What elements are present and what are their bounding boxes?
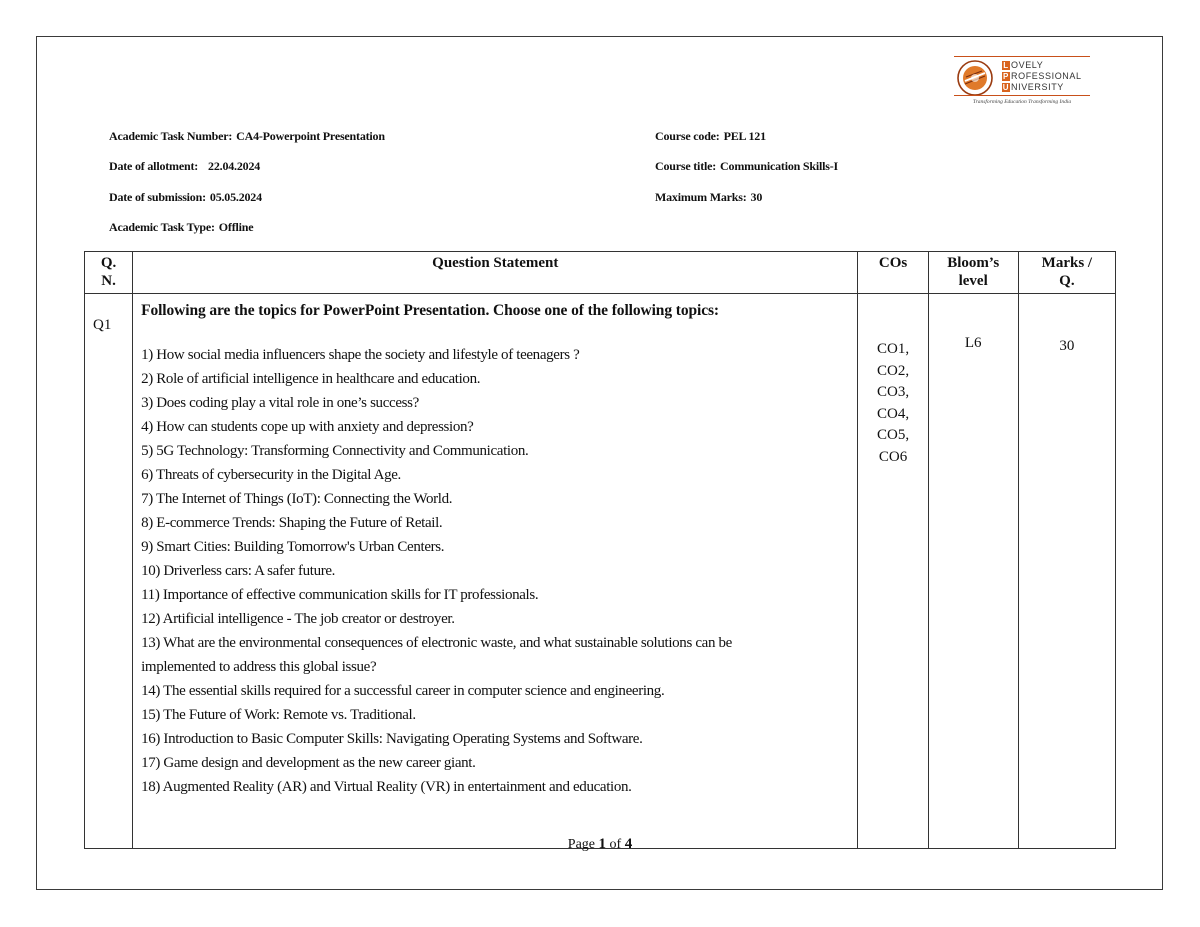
submission-label: Date of submission: (109, 190, 206, 204)
topic-item: 2) Role of artificial intelligence in healthcare and education. (141, 371, 481, 387)
logo-word-university: U NIVERSITY (1002, 82, 1064, 92)
allotment-value: 22.04.2024 (208, 159, 261, 173)
topic-item: 11) Importance of effective communication skills for IT professionals. (141, 587, 539, 603)
course-title-label: Course title: (655, 159, 717, 173)
course-outcomes (858, 294, 928, 849)
table-row (85, 294, 1116, 849)
logo-bottom-rule (954, 95, 1090, 96)
header-question-statement: Question Statement (133, 252, 858, 294)
co-item: CO1, (877, 341, 910, 357)
topic-item: 10) Driverless cars: A safer future. (141, 563, 336, 579)
topic-item: 5) 5G Technology: Transforming Connectivity and Communication. (141, 443, 529, 459)
task-number-label: Academic Task Number: (109, 129, 233, 143)
topic-item: 1) How social media influencers shape the society and lifestyle of teenagers ? (141, 347, 580, 363)
question-statement (133, 294, 858, 849)
academic-task-type (109, 220, 253, 235)
topic-item: 7) The Internet of Things (IoT): Connecting the World. (141, 491, 453, 507)
topic-item: 17) Game design and development as the new career giant. (141, 755, 476, 771)
blooms-level: L6 (928, 294, 1018, 849)
logo-tagline: Transforming Education Transforming India (972, 99, 1072, 105)
university-logo (954, 56, 1090, 108)
topic-item: 3) Does coding play a vital role in one’s success? (141, 395, 419, 411)
header-blooms-level: Bloom’s level (928, 252, 1018, 294)
max-marks-value: 30 (750, 190, 763, 204)
date-of-allotment (109, 159, 260, 174)
co-item: CO5, (877, 427, 910, 443)
date-of-submission (109, 190, 262, 205)
table-header-row (85, 252, 1116, 294)
co-item: CO2, (877, 362, 910, 379)
co-item: CO3, (877, 384, 910, 400)
co-item: CO6 (878, 448, 908, 465)
topic-item: 4) How can students cope up with anxiety and depression? (141, 419, 474, 435)
page-number: Page 1 of 4 (567, 836, 633, 852)
lpu-emblem-icon (956, 59, 994, 97)
question-intro: Following are the topics for PowerPoint Presentation. Choose one of the following topics: (141, 302, 719, 319)
logo-word-professional: P ROFESSIONAL (1003, 71, 1082, 81)
task-number (109, 129, 385, 144)
task-type-label: Academic Task Type: (109, 220, 215, 234)
task-type-value: Offline (218, 220, 254, 234)
header-qn: Q. N. (85, 252, 133, 294)
submission-value: 05.05.2024 (209, 190, 262, 204)
course-code-label: Course code: (655, 129, 720, 143)
topic-item: 9) Smart Cities: Building Tomorrow's Urban Centers. (141, 539, 445, 555)
topic-item: 8) E-commerce Trends: Shaping the Future of Retail. (141, 515, 443, 531)
logo-word-lovely: L OVELY (1003, 60, 1044, 70)
header-marks-per-question: Marks / Q. (1018, 252, 1115, 294)
course-code-value: PEL 121 (723, 129, 766, 143)
co-item: CO4, (877, 405, 910, 422)
max-marks-label: Maximum Marks: (655, 190, 747, 204)
marks-per-question: 30 (1018, 294, 1115, 849)
header-cos: COs (858, 252, 928, 294)
topic-item: 15) The Future of Work: Remote vs. Traditional. (141, 707, 416, 723)
course-code (655, 129, 766, 144)
course-title-value: Communication Skills-I (720, 159, 839, 173)
topic-item: 6) Threats of cybersecurity in the Digital Age. (141, 467, 401, 483)
question-table (84, 251, 1116, 849)
topic-item: 14) The essential skills required for a successful career in computer science and engineering. (141, 683, 665, 699)
task-number-value: CA4-Powerpoint Presentation (236, 129, 385, 143)
topic-item: 16) Introduction to Basic Computer Skills: Navigating Operating Systems and Software. (141, 731, 643, 747)
allotment-label: Date of allotment: (109, 159, 199, 173)
maximum-marks (655, 190, 762, 205)
logo-top-rule (954, 56, 1090, 57)
topic-item: 12) Artificial intelligence - The job creator or destroyer. (141, 611, 455, 627)
course-title (655, 159, 838, 174)
question-number: Q1 (85, 294, 133, 849)
topic-item: 13) What are the environmental consequences of electronic waste, and what sustainable solutions can be implemented to address this global issue? (141, 635, 732, 675)
topic-item: 18) Augmented Reality (AR) and Virtual Reality (VR) in entertainment and education. (141, 779, 632, 795)
